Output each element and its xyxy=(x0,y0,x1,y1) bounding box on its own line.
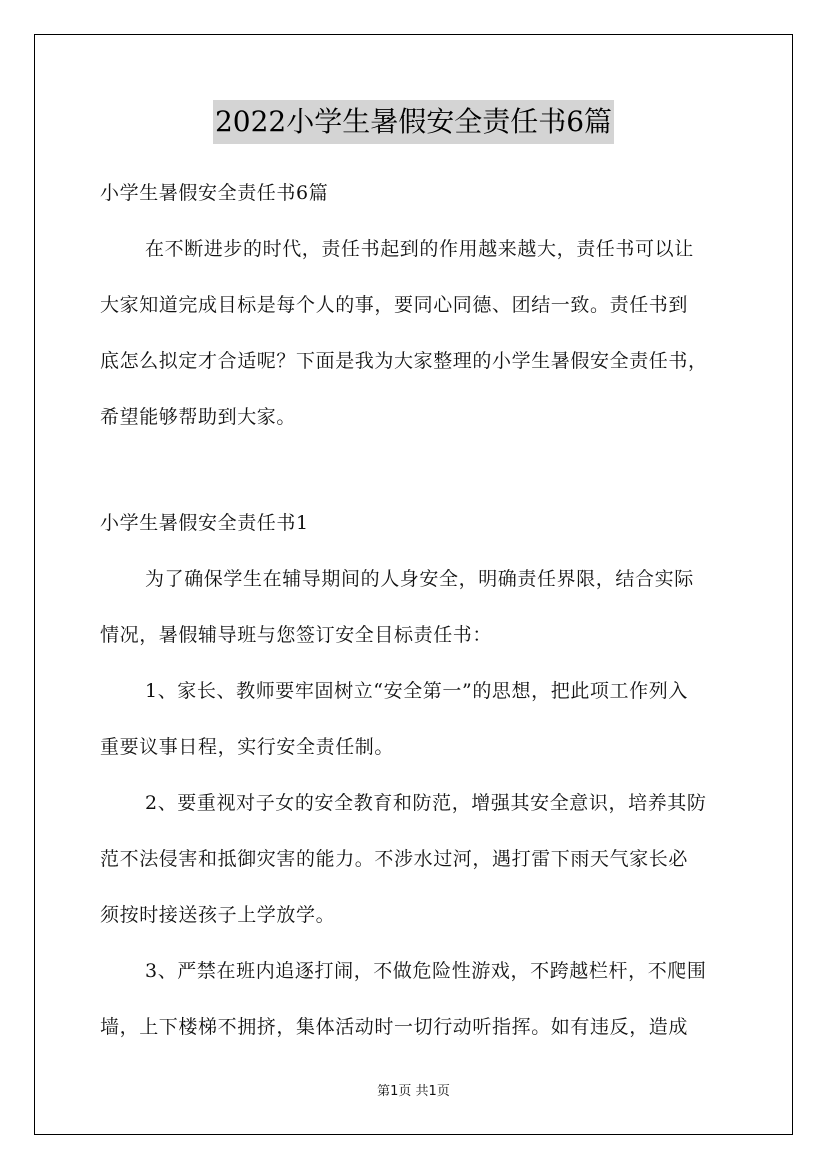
paragraph-line: 须按时接送孩子上学放学。 xyxy=(100,904,336,926)
document-title: 2022小学生暑假安全责任书6篇 xyxy=(213,100,614,144)
intro-line: 希望能够帮助到大家。 xyxy=(100,406,297,428)
paragraph-line: 范不法侵害和抵御灾害的能力。不涉水过河，遇打雷下雨天气家长必 xyxy=(100,848,689,870)
document-body xyxy=(100,165,730,1055)
paragraph-line: 情况，暑假辅导班与您签订安全目标责任书： xyxy=(100,624,493,646)
paragraph-line: 墙，上下楼梯不拥挤，集体活动时一切行动听指挥。如有违反，造成 xyxy=(100,1016,689,1038)
intro-line: 底怎么拟定才合适呢？下面是我为大家整理的小学生暑假安全责任书， xyxy=(100,350,708,372)
paragraph-line: 3、严禁在班内追逐打闹，不做危险性游戏，不跨越栏杆，不爬围 xyxy=(145,960,707,982)
page-number: 第1页 共1页 xyxy=(377,1084,450,1099)
paragraph-line: 为了确保学生在辅导期间的人身安全，明确责任界限，结合实际 xyxy=(145,568,694,590)
blank-spacer xyxy=(100,445,730,495)
intro-line: 大家知道完成目标是每个人的事，要同心同德、团结一致。责任书到 xyxy=(100,294,689,316)
subtitle: 小学生暑假安全责任书6篇 xyxy=(100,182,329,204)
paragraph-line: 1、家长、教师要牢固树立“安全第一”的思想，把此项工作列入 xyxy=(145,680,688,702)
section-heading: 小学生暑假安全责任书1 xyxy=(100,512,309,534)
paragraph-line: 重要议事日程，实行安全责任制。 xyxy=(100,736,395,758)
intro-line: 在不断进步的时代，责任书起到的作用越来越大，责任书可以让 xyxy=(145,238,694,260)
paragraph-line: 2、要重视对子女的安全教育和防范，增强其安全意识，培养其防 xyxy=(145,792,707,814)
title-container xyxy=(0,100,827,144)
